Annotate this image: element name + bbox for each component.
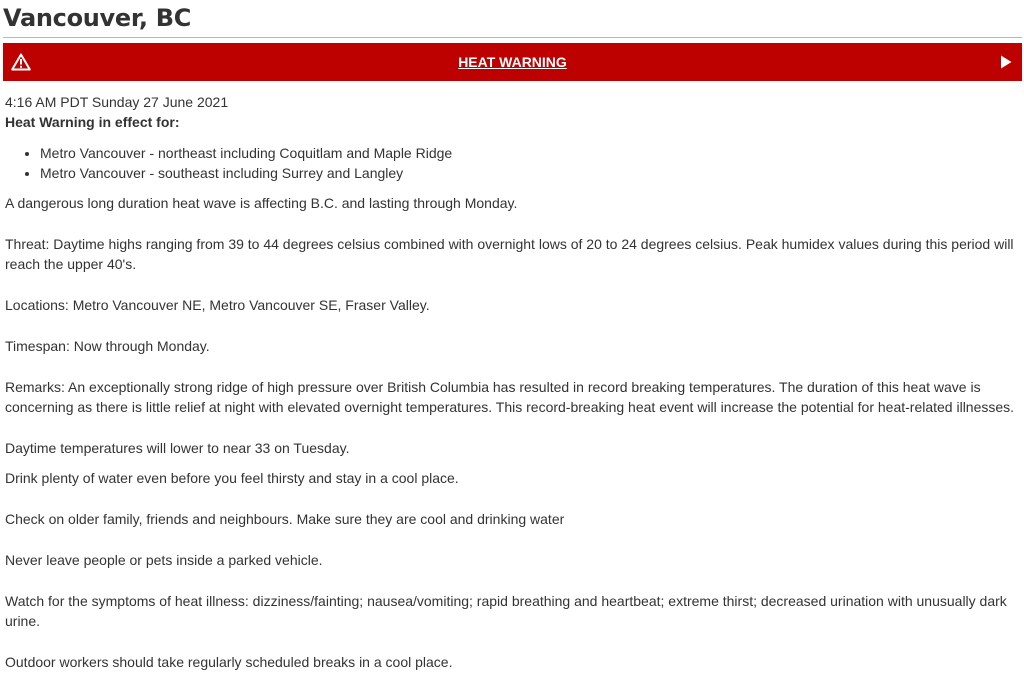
timespan-paragraph: Timespan: Now through Monday. [5, 338, 210, 354]
alert-content [5, 92, 1020, 672]
locations-paragraph: Locations: Metro Vancouver NE, Metro Vancouver SE, Fraser Valley. [5, 297, 430, 313]
remarks-paragraph: Remarks: An exceptionally strong ridge of high pressure over British Columbia has resulted in record breaking temperatures. The duration of this heat wave is concerning as there is little relief at night with elevated overnight temperatures. This record-breaking heat event will increase the potential for heat-related illnesses. [5, 379, 1015, 415]
list-item: • Metro Vancouver - southeast including Surrey and Langley [40, 163, 1020, 183]
advice-paragraph: Never leave people or pets inside a parked vehicle. [5, 552, 323, 568]
forecast-paragraph: Daytime temperatures will lower to near 33 on Tuesday. [5, 440, 350, 456]
effect-heading: Heat Warning in effect for: [5, 114, 180, 130]
affected-areas-list [5, 143, 1020, 183]
symptoms-paragraph: Watch for the symptoms of heat illness: dizziness/fainting; nausea/vomiting; rapid breathing and heartbeat; extreme thirst; decreased urination with unusually dark urine. [5, 593, 1007, 629]
issued-timestamp: 4:16 AM PDT Sunday 27 June 2021 [5, 94, 229, 110]
advice-paragraph: Check on older family, friends and neighbours. Make sure they are cool and drinking water [5, 511, 565, 527]
heat-warning-banner[interactable] [3, 43, 1022, 81]
banner-title-link[interactable]: HEAT WARNING [458, 54, 567, 70]
list-item: • Metro Vancouver - northeast including Coquitlam and Maple Ridge [40, 143, 1020, 163]
summary-paragraph: A dangerous long duration heat wave is affecting B.C. and lasting through Monday. [5, 195, 518, 211]
advice-paragraph: Outdoor workers should take regularly scheduled breaks in a cool place. [5, 654, 453, 670]
threat-paragraph: Threat: Daytime highs ranging from 39 to 44 degrees celsius combined with overnight lows of 20 to 24 degrees celsius. Peak humidex values during this period will reach the upper 40's. [5, 236, 1014, 272]
play-arrow-icon[interactable] [1000, 55, 1012, 69]
title-divider [3, 37, 1022, 38]
page-title: Vancouver, BC [3, 4, 192, 32]
advice-paragraph: Drink plenty of water even before you feel thirsty and stay in a cool place. [5, 470, 459, 486]
